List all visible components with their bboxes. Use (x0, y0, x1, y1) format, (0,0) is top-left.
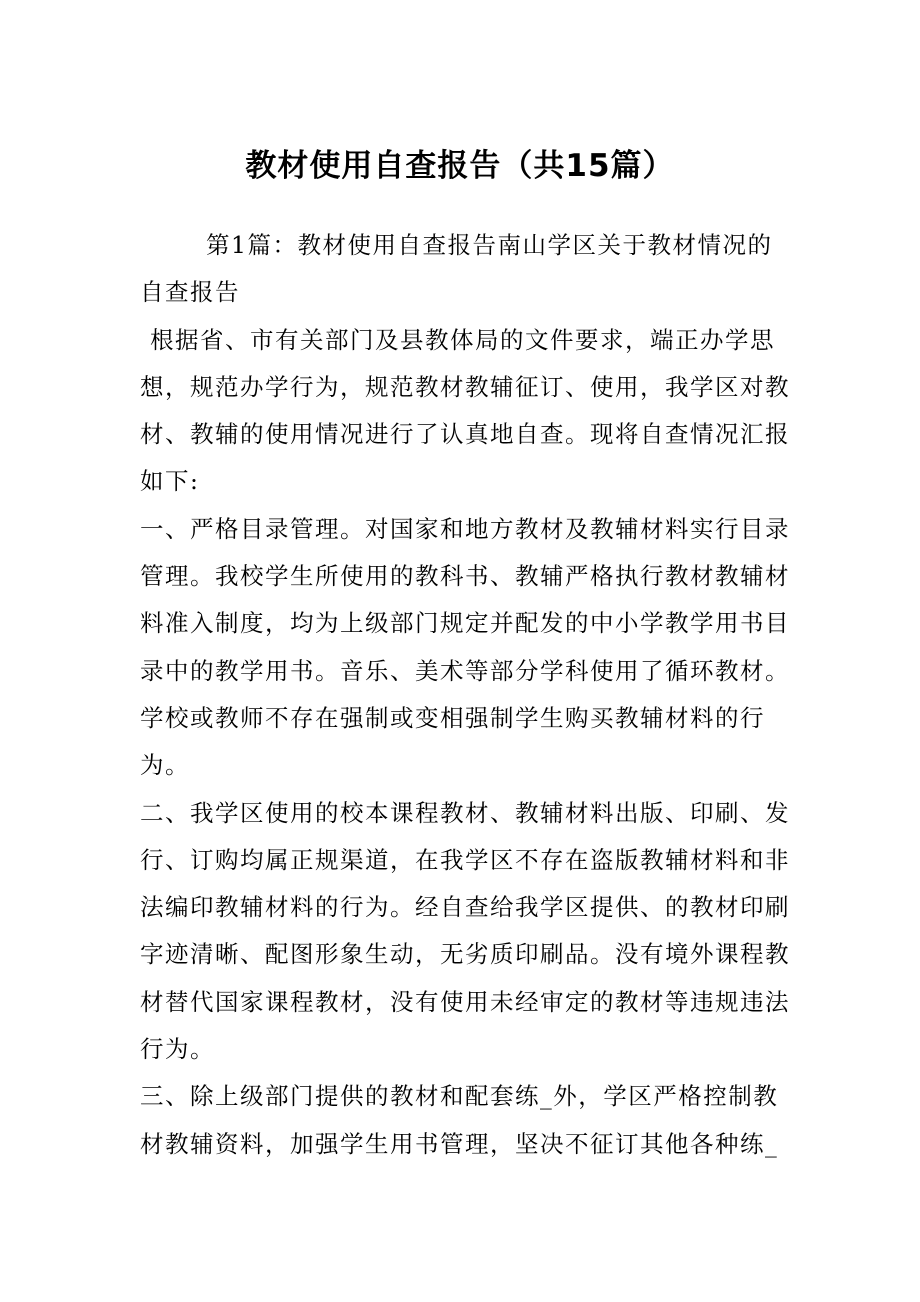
paragraph-line: 二、我学区使用的校本课程教材、教辅材料出版、印刷、发 (140, 798, 790, 827)
paragraph-line: 材教辅资料，加强学生用书管理，坚决不征订其他各种练_ (140, 1129, 779, 1158)
section-heading-line: 第1篇：教材使用自查报告南山学区关于教材情况的 (206, 231, 773, 259)
paragraph-line: 行、订购均属正规渠道，在我学区不存在盗版教辅材料和非 (140, 845, 790, 874)
paragraph-line: 行为。 (140, 1035, 215, 1064)
paragraph-line: 法编印教辅材料的行为。经自查给我学区提供、的教材印刷 (140, 893, 790, 922)
paragraph-line: 管理。我校学生所使用的教科书、教辅严格执行教材教辅材 (140, 562, 790, 591)
paragraph-line: 一、严格目录管理。对国家和地方教材及教辅材料实行目录 (140, 514, 790, 543)
paragraph-line: 三、除上级部门提供的教材和配套练_外，学区严格控制教 (140, 1082, 779, 1111)
paragraph-line: 根据省、市有关部门及县教体局的文件要求，端正办学思 (150, 325, 775, 354)
paragraph-line: 想，规范办学行为，规范教材教辅征订、使用，我学区对教 (140, 372, 790, 401)
paragraph-line: 学校或教师不存在强制或变相强制学生购买教辅材料的行 (140, 703, 765, 732)
document-title: 教材使用自查报告（共15篇） (245, 148, 675, 184)
paragraph-line: 为。 (140, 751, 190, 780)
paragraph-line: 材替代国家课程教材，没有使用未经审定的教材等违规违法 (140, 987, 790, 1016)
document-body (140, 222, 800, 1168)
paragraph-line: 自查报告 (140, 278, 240, 307)
paragraph-line: 字迹清晰、配图形象生动，无劣质印刷品。没有境外课程教 (140, 940, 790, 969)
paragraph-line: 如下: (140, 467, 200, 496)
paragraph-line: 料准入制度，均为上级部门规定并配发的中小学教学用书目 (140, 609, 790, 638)
paragraph-line: 材、教辅的使用情况进行了认真地自查。现将自查情况汇报 (140, 420, 790, 449)
paragraph-line: 录中的教学用书。音乐、美术等部分学科使用了循环教材。 (140, 656, 790, 685)
